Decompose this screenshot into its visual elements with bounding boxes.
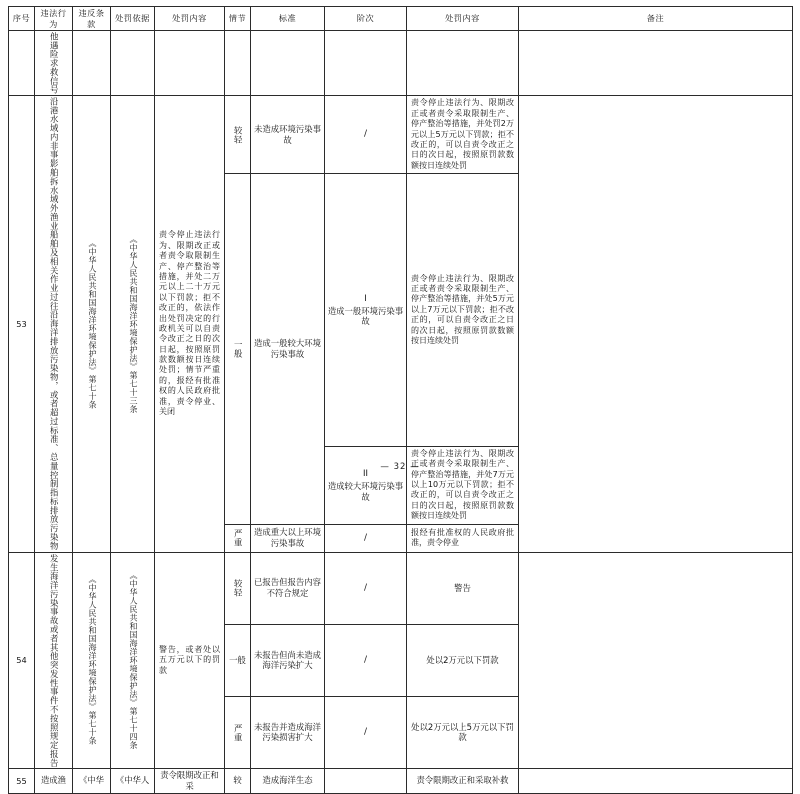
cell-circumstance bbox=[225, 624, 251, 696]
circumstance-text: 一般 bbox=[233, 340, 244, 358]
clause-text: 《中华 bbox=[78, 775, 105, 786]
penalty-detail-text: 警告 bbox=[454, 582, 471, 593]
cell-circumstance bbox=[225, 769, 251, 794]
header-row bbox=[9, 7, 793, 31]
grade-text: I bbox=[364, 292, 367, 303]
cell-grade bbox=[325, 524, 407, 552]
clause-text: 《中华人民共和国海洋环境保护法》第七十条 bbox=[87, 575, 97, 746]
table-row bbox=[9, 96, 793, 174]
cell-penalty-content bbox=[155, 552, 225, 768]
cell-standard bbox=[251, 96, 325, 174]
standard-text: 未造成环境污染事故 bbox=[254, 123, 321, 145]
penalty-detail-text: 责令限期改正和采取补救 bbox=[416, 775, 509, 786]
grade-text: / bbox=[363, 582, 368, 593]
standard-text: 造成海洋生态 bbox=[262, 775, 313, 786]
cell-penalty-detail bbox=[407, 769, 519, 794]
standard-text: 未报告并造成海洋污染损害扩大 bbox=[254, 721, 321, 743]
clause-text: 《中华人民共和国海洋环境保护法》第七十条 bbox=[87, 238, 97, 409]
cell-penalty-detail bbox=[407, 524, 519, 552]
grade-text: / bbox=[363, 727, 368, 738]
grade-text: / bbox=[363, 129, 368, 140]
basis-text: 《中华人民共和国海洋环境保护法》第七十四条 bbox=[128, 571, 138, 750]
cell-circumstance bbox=[225, 31, 251, 96]
cell-basis bbox=[111, 769, 155, 794]
cell-illegal-act bbox=[35, 96, 73, 552]
cell-grade bbox=[325, 769, 407, 794]
standard-text: 造成重大以上环境污染事故 bbox=[254, 527, 321, 549]
cell-illegal-act bbox=[35, 552, 73, 768]
cell-clause bbox=[73, 31, 111, 96]
cell-illegal-act bbox=[35, 769, 73, 794]
col-header-remark: 备注 bbox=[519, 7, 793, 31]
grade-text: / bbox=[363, 655, 368, 666]
page-number: — 32 — bbox=[380, 462, 420, 472]
cell-circumstance bbox=[225, 696, 251, 768]
cell-grade bbox=[325, 696, 407, 768]
cell-standard bbox=[251, 624, 325, 696]
cell-standard bbox=[251, 524, 325, 552]
penalty-content-text: 责令停止违法行为、限期改正或者责令取限制生产、停产整治等措施，并处二万元以上二十万元以下罚款；拒不改正的，依法作出处罚决定的行政机关可以自责令改正之日的次日起，按照原罚款数额按日连续处罚；情节严重的，报经有批准权的人民政府批准，责令停业、关闭 bbox=[159, 230, 220, 417]
circumstance-text: 较轻 bbox=[233, 579, 244, 598]
standard-text: 已报告但报告内容不符合规定 bbox=[254, 577, 321, 599]
standard-sub-text: 造成一般环境污染事故 bbox=[327, 305, 404, 327]
cell-illegal-act bbox=[35, 31, 73, 96]
illegal-act-text: 造成渔 bbox=[40, 775, 67, 786]
standard-sub-text: 造成较大环境污染事故 bbox=[327, 480, 404, 502]
col-header-basis: 处罚依据 bbox=[111, 7, 155, 31]
penalty-detail-text: 处以2万元以下罚款 bbox=[426, 654, 499, 665]
cell-circumstance bbox=[225, 524, 251, 552]
cell-circumstance bbox=[225, 96, 251, 174]
cell-seq: 55 bbox=[9, 769, 35, 794]
cell-penalty-detail bbox=[407, 696, 519, 768]
illegal-act-text: 沿港水域内非事影舶拆水域外渔业船舶及相关作业过往沿海洋排放污染物，或者超过标准、总量控制指标排放污染物 bbox=[49, 97, 60, 551]
cell-seq bbox=[9, 31, 35, 96]
cell-basis bbox=[111, 31, 155, 96]
cell-penalty-detail bbox=[407, 624, 519, 696]
col-header-seq: 序号 bbox=[9, 7, 35, 31]
circumstance-text: 严重 bbox=[233, 529, 244, 548]
cell-grade bbox=[325, 624, 407, 696]
basis-text: 《中华人民共和国海洋环境保护法》第七十三条 bbox=[128, 234, 138, 414]
penalty-detail-text: 责令停止违法行为、限期改正或者责令采取限制生产、停产整治等措施，并处5万元以上7万元以下罚款；拒不改正的，可以自责令改正之日的次日起，按照原罚款数额按日连续处罚 bbox=[411, 273, 514, 346]
cell-seq: 53 bbox=[9, 96, 35, 552]
illegal-act-text: 他遇险求救信号 bbox=[49, 32, 60, 95]
cell-grade bbox=[325, 31, 407, 96]
col-header-circumstance: 情节 bbox=[225, 7, 251, 31]
basis-text: 《中华人 bbox=[115, 775, 150, 786]
penalty-detail-text: 责令停止违法行为、限期改正或者责令采取限制生产、停产整治等措施，并处7万元以上10万元以下罚款；拒不改正的，可以自责令改正之日的次日起，按照原罚款数额按日连续处罚 bbox=[411, 448, 514, 521]
grade-text: II bbox=[363, 468, 368, 479]
cell-penalty-content bbox=[155, 96, 225, 552]
circumstance-text: 一般 bbox=[229, 654, 246, 665]
table-row bbox=[9, 552, 793, 624]
cell-standard bbox=[251, 769, 325, 794]
table-row bbox=[9, 769, 793, 794]
cell-remark bbox=[519, 96, 793, 552]
cell-clause bbox=[73, 769, 111, 794]
cell-penalty-detail bbox=[407, 31, 519, 96]
circumstance-text: 较 bbox=[233, 775, 242, 786]
cell-penalty-detail bbox=[407, 96, 519, 174]
table-body bbox=[9, 31, 793, 794]
col-header-penalty-content: 处罚内容 bbox=[155, 7, 225, 31]
illegal-act-text: 发生海洋污染事故或者其他突发性事件不按照规定报告 bbox=[49, 553, 60, 767]
penalty-detail-text: 报经有批准权的人民政府批准，责令停业 bbox=[411, 527, 514, 548]
cell-grade bbox=[325, 96, 407, 174]
standard-text: 造成一般较大环境污染事故 bbox=[254, 338, 321, 359]
cell-clause bbox=[73, 96, 111, 552]
standard-text: 未报告但尚未造成海洋污染扩大 bbox=[254, 649, 321, 671]
grade-text: / bbox=[363, 532, 368, 543]
cell-basis bbox=[111, 96, 155, 552]
table-row bbox=[9, 31, 793, 96]
col-header-clause: 违反条款 bbox=[73, 7, 111, 31]
col-header-standard: 标准 bbox=[251, 7, 325, 31]
cell-penalty-detail bbox=[407, 174, 519, 447]
cell-penalty-content bbox=[155, 31, 225, 96]
cell-standard bbox=[251, 696, 325, 768]
table-header bbox=[9, 7, 793, 31]
cell-penalty-detail bbox=[407, 552, 519, 624]
penalty-detail-text: 处以2万元以上5万元以下罚款 bbox=[411, 721, 514, 743]
cell-penalty-content bbox=[155, 769, 225, 794]
col-header-penalty-detail: 处罚内容 bbox=[407, 7, 519, 31]
penalty-table bbox=[8, 6, 793, 794]
penalty-content-text: 责令限期改正和采 bbox=[160, 770, 219, 791]
cell-basis bbox=[111, 552, 155, 768]
circumstance-text: 严重 bbox=[233, 723, 244, 742]
col-header-grade: 阶次 bbox=[325, 7, 407, 31]
cell-remark bbox=[519, 552, 793, 768]
cell-penalty-detail bbox=[407, 446, 519, 524]
cell-grade bbox=[325, 552, 407, 624]
cell-remark bbox=[519, 769, 793, 794]
cell-standard bbox=[251, 31, 325, 96]
penalty-detail-text: 责令停止违法行为、限期改正或者责令采取限制生产、停产整治等措施，并处罚2万元以上5万元以下罚款；拒不改正的，可以自责令改正之日的次日起，按照原罚款数额按日连续处罚 bbox=[411, 98, 514, 170]
cell-standard bbox=[251, 552, 325, 624]
penalty-content-text: 警告，或者处以五万元以下的罚款 bbox=[159, 644, 220, 675]
cell-seq: 54 bbox=[9, 552, 35, 768]
cell-grade bbox=[325, 446, 407, 524]
circumstance-text: 较轻 bbox=[233, 125, 244, 144]
cell-remark bbox=[519, 31, 793, 96]
cell-grade bbox=[325, 174, 407, 447]
cell-circumstance bbox=[225, 552, 251, 624]
col-header-illegal-act: 违法行为 bbox=[35, 7, 73, 31]
cell-clause bbox=[73, 552, 111, 768]
